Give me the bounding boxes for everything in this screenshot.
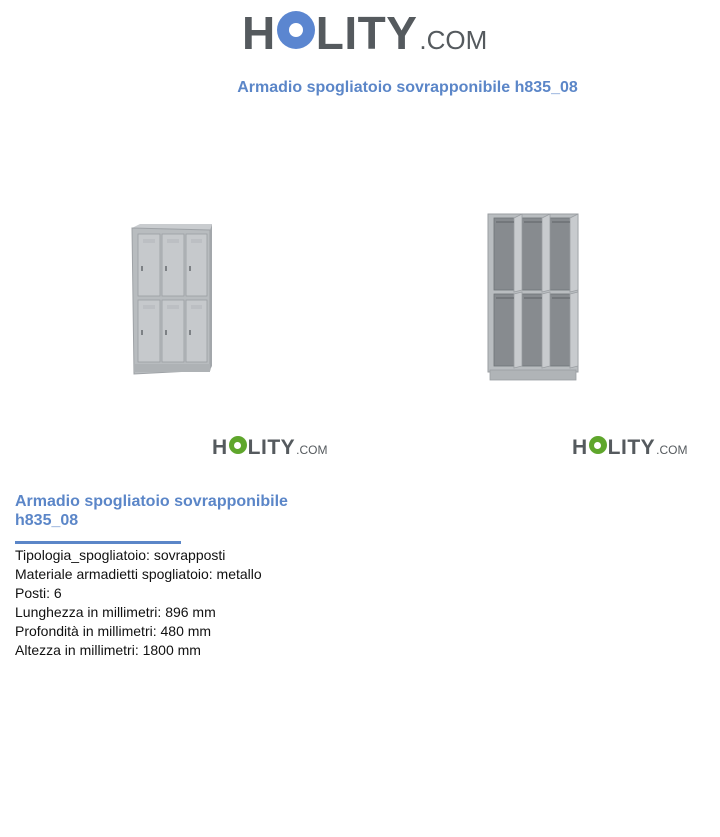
logo-domain: .COM — [296, 443, 328, 457]
logo-text-right: LITY — [247, 436, 296, 459]
page-title: Armadio spogliatoio sovrapponibile h835_08 — [237, 79, 578, 96]
locker-closed-icon — [128, 222, 214, 376]
spec-item: Altezza in millimetri: 1800 mm — [15, 642, 201, 658]
logo-text-left: H — [242, 7, 276, 59]
logo-text-right: LITY — [607, 436, 656, 459]
heading-divider — [15, 541, 181, 544]
brand-logo-small-right — [572, 436, 688, 460]
logo-domain: .COM — [656, 443, 688, 457]
spec-item: Profondità in millimetri: 480 mm — [15, 623, 212, 639]
spec-item: Posti: 6 — [15, 585, 62, 601]
spec-label: Lunghezza in millimetri — [15, 604, 158, 620]
spec-value: 1800 mm — [142, 642, 201, 658]
spec-list — [15, 546, 262, 660]
logo-text-left: H — [572, 436, 588, 459]
spec-label: Tipologia_spogliatoio — [15, 547, 147, 563]
logo-o-icon — [589, 436, 607, 454]
spec-value: sovrapposti — [153, 547, 226, 563]
spec-label: Altezza in millimetri — [15, 642, 135, 658]
spec-label: Materiale armadietti spogliatoio — [15, 566, 209, 582]
spec-value: metallo — [216, 566, 262, 582]
spec-value: 480 mm — [160, 623, 212, 639]
spec-item: Materiale armadietti spogliatoio: metallo — [15, 566, 262, 582]
spec-label: Posti — [15, 585, 47, 601]
locker-open-icon — [484, 210, 584, 382]
logo-text-right: LITY — [315, 7, 418, 59]
locker-closed-image — [128, 222, 214, 381]
spec-item: Tipologia_spogliatoio: sovrapposti — [15, 547, 226, 563]
locker-open-image — [484, 210, 584, 387]
spec-label: Profondità in millimetri — [15, 623, 153, 639]
product-heading: Armadio spogliatoio sovrapponibile h835_08 — [15, 493, 288, 529]
brand-logo-small-left — [212, 436, 328, 460]
spec-item: Lunghezza in millimetri: 896 mm — [15, 604, 216, 620]
logo-o-icon — [229, 436, 247, 454]
logo-o-icon — [277, 11, 315, 49]
brand-logo[interactable] — [242, 6, 487, 60]
spec-value: 6 — [53, 585, 62, 601]
spec-value: 896 mm — [165, 604, 216, 620]
logo-domain: .COM — [419, 25, 488, 55]
logo-text-left: H — [212, 436, 228, 459]
